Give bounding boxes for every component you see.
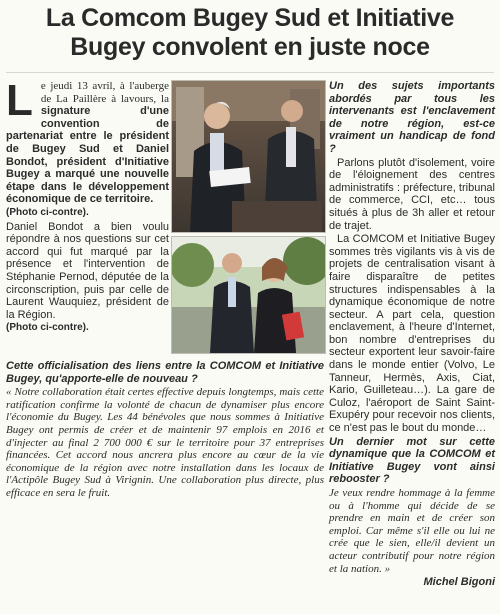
drop-cap: L <box>6 76 33 125</box>
title-divider <box>6 72 494 73</box>
photo-credit-1: (Photo ci-contre). <box>6 206 89 218</box>
column-left-bottom <box>6 360 324 501</box>
photo-signing <box>171 80 326 233</box>
photo-credit-2: (Photo ci-contre). <box>6 322 89 334</box>
author-signature: Michel Bigoni <box>423 576 495 589</box>
question-2: Un des sujets importants abordés par tous les intervenants est l'enclavement de notre région, est-ce vraiment un handicap de fond ? <box>329 80 495 155</box>
lead-paragraph <box>6 76 169 206</box>
column-left-top <box>6 76 169 336</box>
column-right <box>329 80 495 590</box>
answer-1: « Notre collaboration était certes effective depuis longtemps, mais cette ratification confirme la volonté de chacun de dynamiser plus encore l'économie du Bugey. Les 44 bénévoles que nous sommes à Initiative Bugey ont permis de créer et de maintenir 97 emplois en 2016 et d'injecter au final 2 700 000 € sur le territoire pour 37 entreprises financées. Cet accord nous ancrera plus encore au cœur de la vie économique de la région avec notre installation dans les locaux de l'Actipôle Bugey Sud à Virignin. Une collaboration plus directe, plus efficace en sera le fruit. <box>6 386 324 499</box>
answer-3: Je veux rendre hommage à la femme ou à l'homme qui décide de se prendre en main et de créer son emploi. Car même s'il elle ou lui ne crée que le sien, elle/il devient un acteur contributif pour notre région et la nation. » <box>329 487 495 575</box>
lead-text: e jeudi 13 avril, à l'auberge de La Paillère à lavours, la <box>40 80 169 105</box>
article-title: La Comcom Bugey Sud et Initiative Bugey convolent en juste noce <box>45 4 455 61</box>
answer-2b: La COMCOM et Initiative Bugey sommes très vigilants vis à vis de projets de centralisation visant à faire disparaître de petites structures indispensables à la dynamique économique de notre secteur. A part cela, question enclavement, à l'heure d'Internet, bon nombre d'entreprises du secteur exportent leur savoir-faire dans le monde entier (Volvo, Le Tanneur, Hermès, Axis, Ciat, Kario, Guilleteau…). La gare de Culoz, l'aéroport de Saint Saint-Exupéry pour recevoir nos clients, ce n'est pas le bout du monde… <box>329 233 495 435</box>
photo-officials <box>171 236 326 354</box>
question-1: Cette officialisation des liens entre la COMCOM et Initiative Bugey, qu'apporte-elle de nouveau ? <box>6 360 324 385</box>
paragraph-2: Daniel Bondot a bien voulu répondre à nos questions sur cet accord qui fut marqué par la présence et l'intervention de Stéphanie Pernod, députée de la circonscription, puis par celle de Laurent Wauquiez, président de la Région. <box>6 220 169 321</box>
question-3: Un dernier mot sur cette dynamique que la COMCOM et Initiative Bugey vont ainsi rebooster ? <box>329 435 495 486</box>
answer-2a: Parlons plutôt d'isolement, voire de l'éloignement des centres administratifs : préfecture, tribunal de commerce, CCI, etc… tous situés à plus de 3h aller et retour de trajet. <box>329 156 495 232</box>
lead-bold-text: signature d'une convention de partenariat entre le président de Bugey Sud et Daniel Bondot, président d'Initiative Bugey a marqué une nouvelle étape dans le développement économique de ce territoire. <box>6 105 169 206</box>
